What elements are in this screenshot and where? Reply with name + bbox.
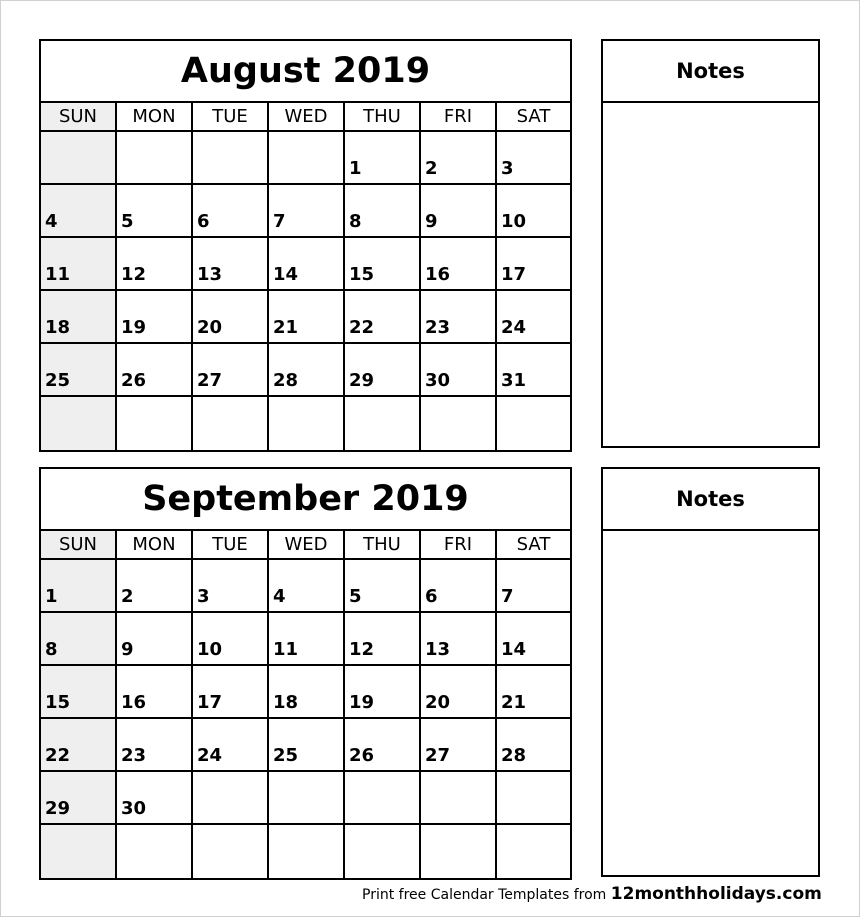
day-number: 17 bbox=[197, 692, 223, 713]
day-number: 18 bbox=[45, 317, 71, 338]
weekday-label: SUN bbox=[41, 531, 117, 558]
day-cell bbox=[193, 772, 269, 823]
weekday-label: TUE bbox=[193, 103, 269, 130]
day-cell bbox=[193, 666, 269, 717]
day-number: 27 bbox=[197, 370, 223, 391]
day-number: 23 bbox=[121, 745, 147, 766]
day-number: 2 bbox=[121, 586, 134, 607]
day-number: 28 bbox=[501, 745, 527, 766]
day-number: 14 bbox=[273, 264, 299, 285]
day-number: 21 bbox=[273, 317, 299, 338]
week-row bbox=[41, 185, 570, 238]
notes-title: Notes bbox=[603, 469, 818, 531]
footer-text: Print free Calendar Templates from bbox=[362, 887, 607, 903]
weekday-label: FRI bbox=[421, 531, 497, 558]
notes-box-august bbox=[601, 39, 820, 448]
week-row bbox=[41, 613, 570, 666]
day-cell bbox=[269, 719, 345, 770]
day-number: 12 bbox=[349, 639, 375, 660]
day-number: 14 bbox=[501, 639, 527, 660]
day-cell bbox=[117, 291, 193, 342]
day-cell bbox=[269, 825, 345, 878]
day-cell bbox=[497, 185, 570, 236]
day-number: 9 bbox=[121, 639, 134, 660]
day-number: 16 bbox=[121, 692, 147, 713]
day-cell bbox=[345, 666, 421, 717]
week-row bbox=[41, 344, 570, 397]
weekday-label: MON bbox=[117, 531, 193, 558]
day-number: 1 bbox=[45, 586, 58, 607]
day-cell bbox=[421, 291, 497, 342]
day-cell bbox=[497, 560, 570, 611]
day-cell bbox=[117, 397, 193, 450]
day-cell bbox=[269, 666, 345, 717]
day-cell bbox=[345, 185, 421, 236]
day-number: 20 bbox=[425, 692, 451, 713]
weekday-header bbox=[41, 531, 570, 560]
day-cell bbox=[421, 560, 497, 611]
day-number: 8 bbox=[45, 639, 58, 660]
day-number: 24 bbox=[501, 317, 527, 338]
day-cell bbox=[41, 291, 117, 342]
day-cell bbox=[193, 238, 269, 289]
day-cell bbox=[421, 719, 497, 770]
day-number: 2 bbox=[425, 158, 438, 179]
weekday-label: MON bbox=[117, 103, 193, 130]
day-number: 25 bbox=[273, 745, 299, 766]
weekday-header bbox=[41, 103, 570, 132]
day-cell bbox=[497, 719, 570, 770]
day-cell bbox=[269, 397, 345, 450]
week-row bbox=[41, 397, 570, 450]
day-number: 5 bbox=[349, 586, 362, 607]
day-cell bbox=[269, 613, 345, 664]
week-row bbox=[41, 666, 570, 719]
day-number: 22 bbox=[349, 317, 375, 338]
weekday-label: THU bbox=[345, 531, 421, 558]
weekday-label: THU bbox=[345, 103, 421, 130]
week-row bbox=[41, 560, 570, 613]
day-cell bbox=[41, 397, 117, 450]
day-number: 7 bbox=[273, 211, 286, 232]
day-cell bbox=[193, 132, 269, 183]
day-number: 16 bbox=[425, 264, 451, 285]
day-number: 29 bbox=[45, 798, 71, 819]
day-number: 26 bbox=[121, 370, 147, 391]
day-number: 26 bbox=[349, 745, 375, 766]
weekday-label: SUN bbox=[41, 103, 117, 130]
day-cell bbox=[41, 132, 117, 183]
day-cell bbox=[41, 719, 117, 770]
day-cell bbox=[117, 185, 193, 236]
day-cell bbox=[345, 132, 421, 183]
day-number: 12 bbox=[121, 264, 147, 285]
day-number: 5 bbox=[121, 211, 134, 232]
day-cell bbox=[193, 825, 269, 878]
day-number: 15 bbox=[349, 264, 375, 285]
day-cell bbox=[117, 613, 193, 664]
day-number: 11 bbox=[273, 639, 299, 660]
week-row bbox=[41, 719, 570, 772]
day-cell bbox=[269, 772, 345, 823]
day-cell bbox=[193, 560, 269, 611]
day-number: 6 bbox=[425, 586, 438, 607]
day-cell bbox=[497, 613, 570, 664]
day-cell bbox=[193, 291, 269, 342]
day-cell bbox=[345, 344, 421, 395]
day-cell bbox=[345, 397, 421, 450]
day-cell bbox=[497, 238, 570, 289]
day-cell bbox=[117, 825, 193, 878]
day-cell bbox=[41, 825, 117, 878]
day-number: 24 bbox=[197, 745, 223, 766]
day-number: 28 bbox=[273, 370, 299, 391]
day-cell bbox=[117, 238, 193, 289]
calendar-september bbox=[39, 467, 572, 880]
day-cell bbox=[193, 397, 269, 450]
day-cell bbox=[345, 291, 421, 342]
weekday-label: TUE bbox=[193, 531, 269, 558]
footer-site-link[interactable]: 12monthholidays.com bbox=[610, 884, 822, 904]
day-number: 11 bbox=[45, 264, 71, 285]
day-cell bbox=[497, 397, 570, 450]
day-number: 17 bbox=[501, 264, 527, 285]
day-number: 9 bbox=[425, 211, 438, 232]
calendar-grid bbox=[41, 132, 570, 450]
day-number: 31 bbox=[501, 370, 527, 391]
day-cell bbox=[269, 291, 345, 342]
day-cell bbox=[345, 613, 421, 664]
day-cell bbox=[497, 132, 570, 183]
weekday-label: SAT bbox=[516, 534, 551, 555]
day-cell bbox=[193, 344, 269, 395]
day-cell bbox=[421, 344, 497, 395]
calendar-title: August 2019 bbox=[41, 41, 570, 103]
day-number: 10 bbox=[197, 639, 223, 660]
day-number: 3 bbox=[501, 158, 514, 179]
day-number: 15 bbox=[45, 692, 71, 713]
day-number: 25 bbox=[45, 370, 71, 391]
day-cell bbox=[193, 719, 269, 770]
day-cell bbox=[117, 719, 193, 770]
day-cell bbox=[345, 560, 421, 611]
weekday-label: WED bbox=[269, 103, 345, 130]
weekday-label: FRI bbox=[421, 103, 497, 130]
day-cell bbox=[497, 772, 570, 823]
day-cell bbox=[41, 560, 117, 611]
day-number: 3 bbox=[197, 586, 210, 607]
day-cell bbox=[41, 185, 117, 236]
day-cell bbox=[117, 666, 193, 717]
week-row bbox=[41, 291, 570, 344]
day-number: 13 bbox=[425, 639, 451, 660]
day-cell bbox=[41, 613, 117, 664]
calendar-grid bbox=[41, 560, 570, 878]
calendar-title: September 2019 bbox=[41, 469, 570, 531]
day-cell bbox=[421, 825, 497, 878]
notes-box-september bbox=[601, 467, 820, 877]
day-cell bbox=[345, 719, 421, 770]
day-number: 1 bbox=[349, 158, 362, 179]
day-number: 30 bbox=[121, 798, 147, 819]
day-cell bbox=[193, 185, 269, 236]
weekday-label: SAT bbox=[516, 106, 551, 127]
day-cell bbox=[421, 185, 497, 236]
day-number: 23 bbox=[425, 317, 451, 338]
day-cell bbox=[117, 560, 193, 611]
day-cell bbox=[117, 132, 193, 183]
day-cell bbox=[269, 132, 345, 183]
day-cell bbox=[497, 825, 570, 878]
day-cell bbox=[41, 238, 117, 289]
week-row bbox=[41, 772, 570, 825]
day-cell bbox=[421, 666, 497, 717]
day-cell bbox=[269, 560, 345, 611]
day-number: 8 bbox=[349, 211, 362, 232]
notes-title: Notes bbox=[603, 41, 818, 103]
day-number: 10 bbox=[501, 211, 527, 232]
day-cell bbox=[421, 772, 497, 823]
footer-credit bbox=[362, 884, 822, 904]
day-cell bbox=[421, 397, 497, 450]
day-number: 29 bbox=[349, 370, 375, 391]
day-cell bbox=[345, 238, 421, 289]
day-number: 21 bbox=[501, 692, 527, 713]
day-cell bbox=[117, 772, 193, 823]
day-number: 6 bbox=[197, 211, 210, 232]
weekday-label: WED bbox=[269, 531, 345, 558]
day-cell bbox=[269, 185, 345, 236]
day-cell bbox=[421, 238, 497, 289]
day-cell bbox=[497, 344, 570, 395]
day-number: 4 bbox=[45, 211, 58, 232]
day-cell bbox=[193, 613, 269, 664]
day-cell bbox=[497, 666, 570, 717]
week-row bbox=[41, 825, 570, 878]
day-number: 27 bbox=[425, 745, 451, 766]
day-number: 19 bbox=[121, 317, 147, 338]
day-number: 18 bbox=[273, 692, 299, 713]
day-cell bbox=[117, 344, 193, 395]
day-number: 4 bbox=[273, 586, 286, 607]
day-cell bbox=[345, 825, 421, 878]
day-cell bbox=[41, 772, 117, 823]
day-cell bbox=[269, 238, 345, 289]
week-row bbox=[41, 132, 570, 185]
day-number: 20 bbox=[197, 317, 223, 338]
week-row bbox=[41, 238, 570, 291]
day-number: 13 bbox=[197, 264, 223, 285]
calendar-august bbox=[39, 39, 572, 452]
day-cell bbox=[421, 132, 497, 183]
day-cell bbox=[345, 772, 421, 823]
day-cell bbox=[269, 344, 345, 395]
day-number: 22 bbox=[45, 745, 71, 766]
day-cell bbox=[497, 291, 570, 342]
day-number: 7 bbox=[501, 586, 514, 607]
day-number: 19 bbox=[349, 692, 375, 713]
day-cell bbox=[41, 344, 117, 395]
day-cell bbox=[41, 666, 117, 717]
day-number: 30 bbox=[425, 370, 451, 391]
day-cell bbox=[421, 613, 497, 664]
